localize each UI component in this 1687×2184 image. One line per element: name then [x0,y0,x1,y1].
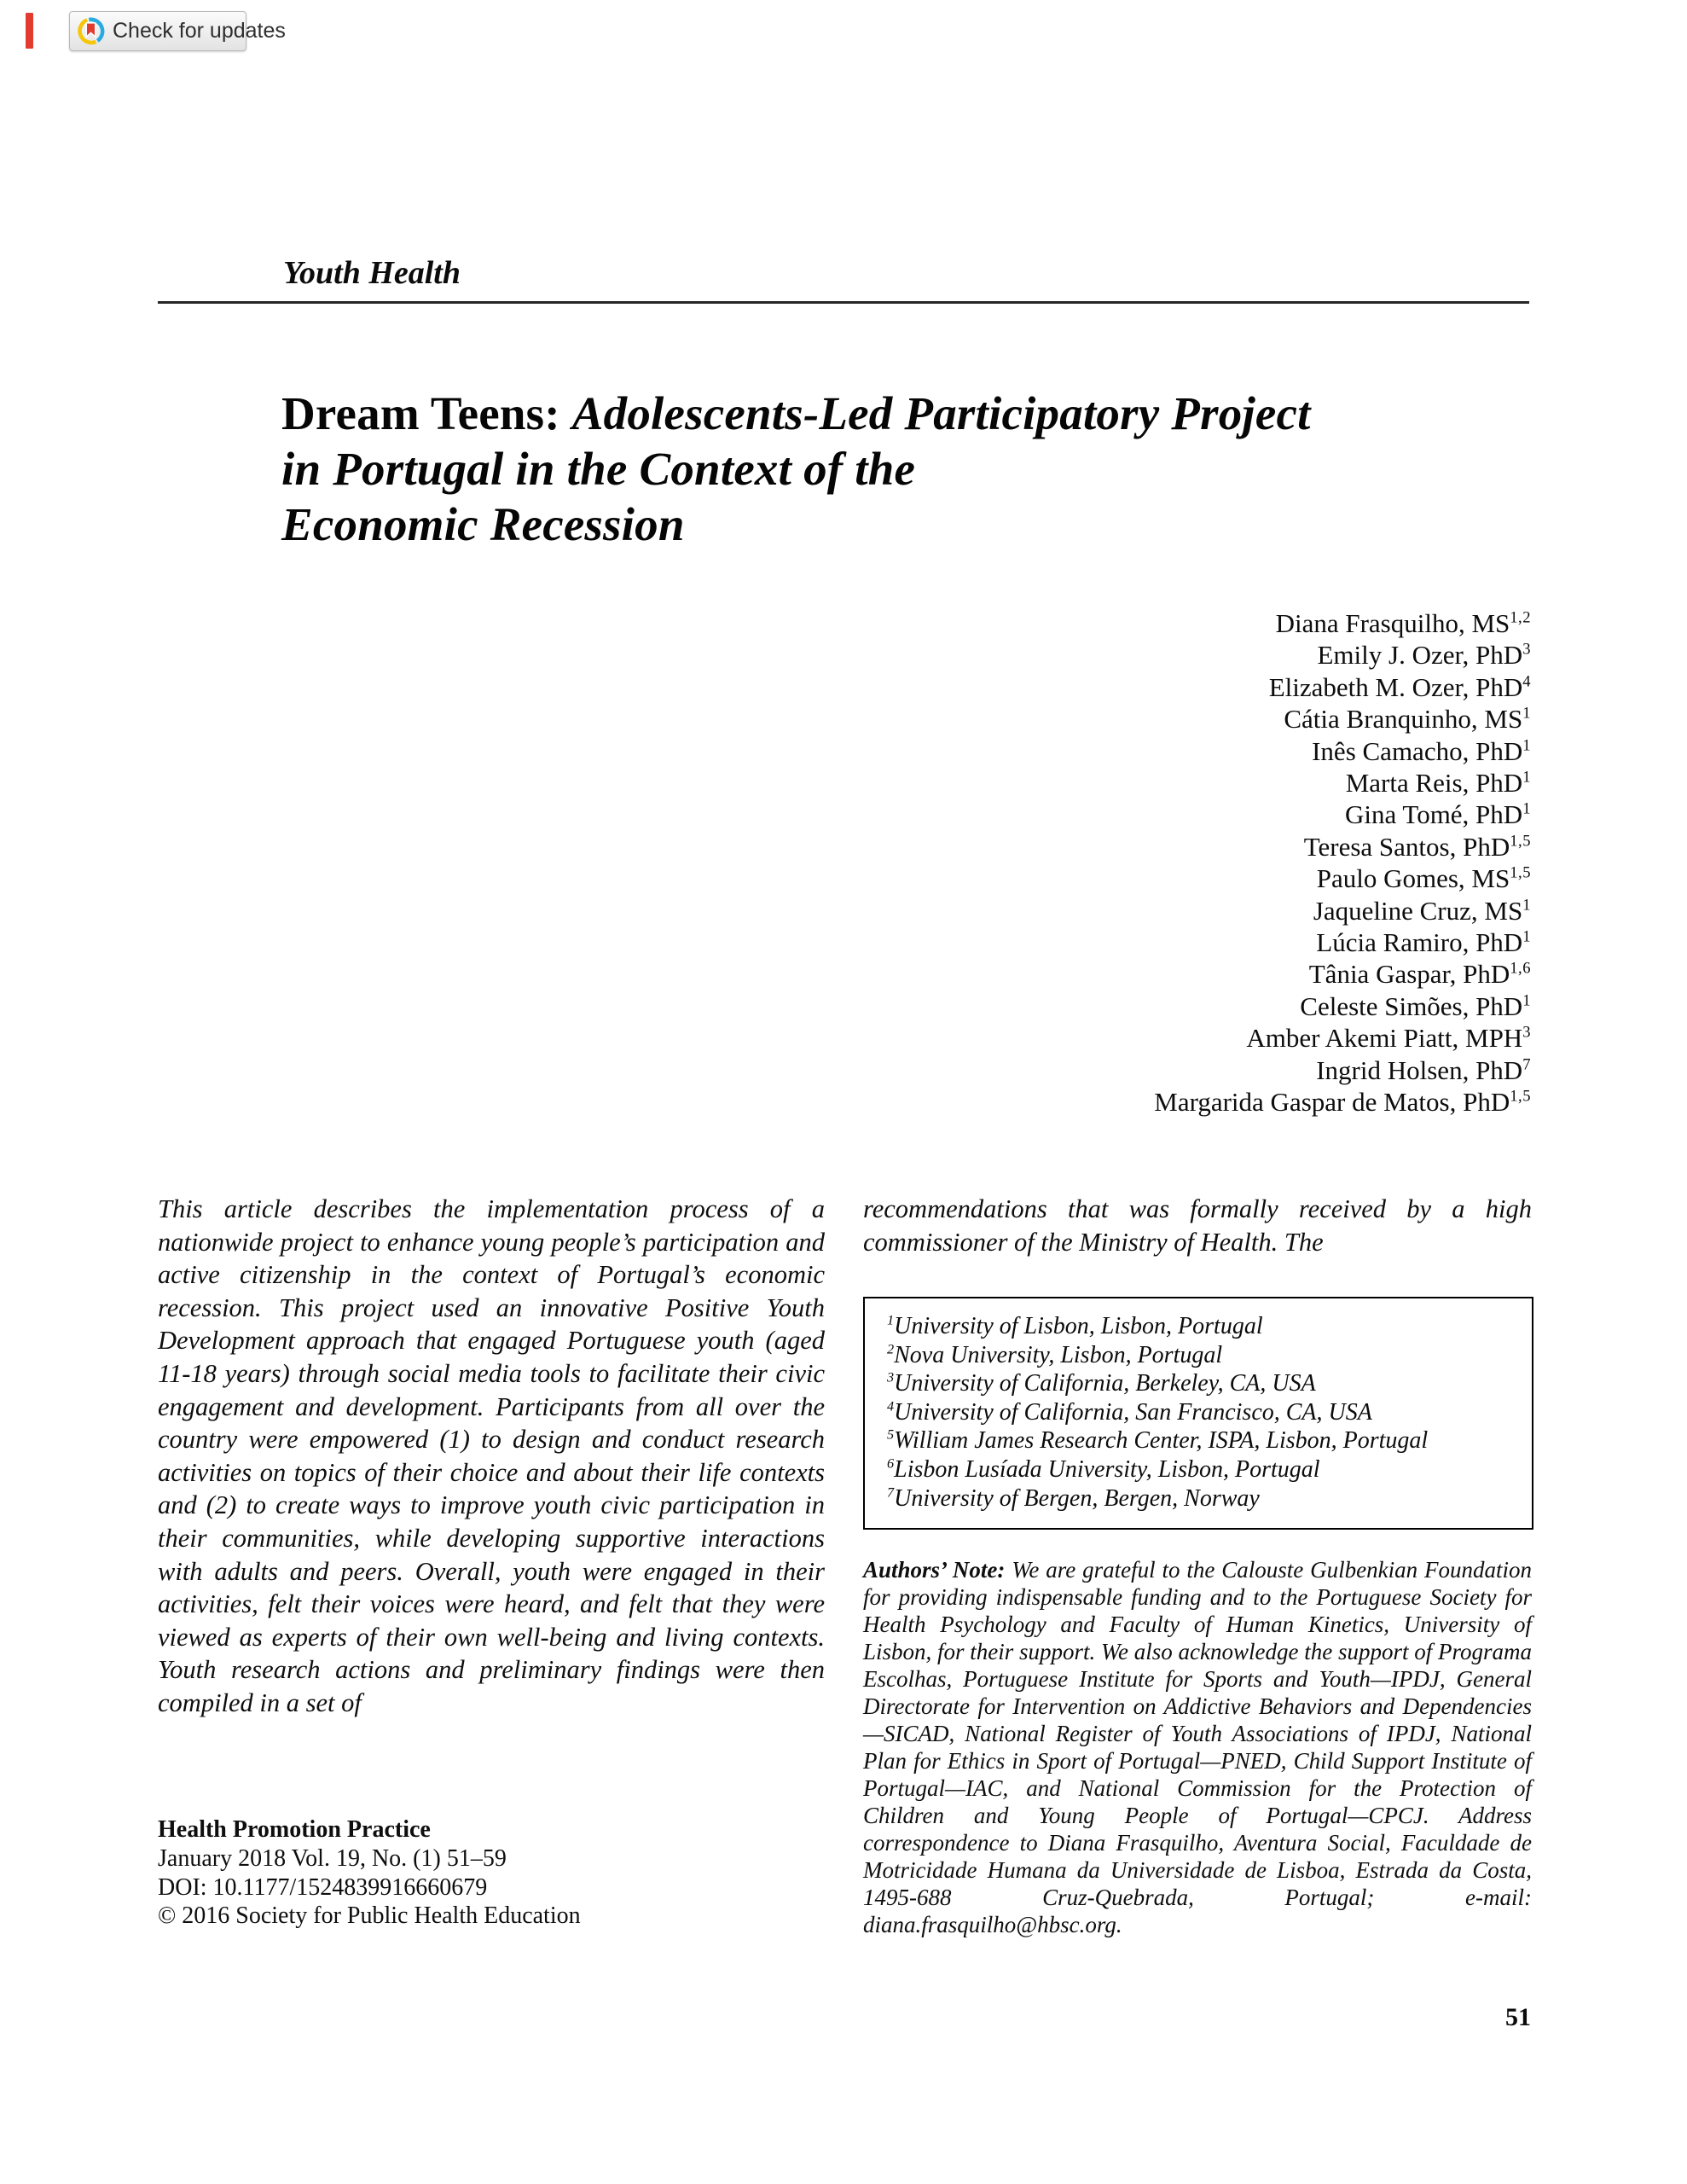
affiliation-row: $^4$University of California, San Francisco, CA, USA [887,1398,1372,1426]
author-affiliation-superscript: 1 [1522,800,1531,819]
section-label: Youth Health [283,255,461,291]
title-line-3: Economic Recession [281,498,685,550]
title-line-2: in Portugal in the Context of the [281,443,916,495]
title-plain-part: Dream Teens: [281,387,572,439]
authors-note-label: Authors’ Note: [863,1557,1012,1583]
author-row: Lúcia Ramiro, PhD$^1$ [1316,927,1531,958]
authors-note [863,1556,1532,1938]
author-row: Inês Camacho, PhD$^1$ [1312,735,1531,766]
author-row: Cátia Branquinho, $MS^1$ [1284,704,1531,735]
author-row: Jaqueline Cruz, $MS^1$ [1313,895,1531,926]
affiliation-row: $^5$William James Research Center, ISPA, Lisbon, Portugal [887,1427,1429,1455]
affiliation-row: $^7$University of Bergen, Bergen, Norway [887,1484,1260,1512]
header-divider [158,301,1529,304]
abstract-text: This article describes the implementation process of a nationwide project to enhance young people’s participation and active citizenship in the context of Portugal’s economic recession. This project used an innovative Positive Youth Development approach that engaged Portuguese youth (aged 11-18 years) through social media tools to facilitate their civic engagement and development. Participants from all over the country were empowered (1) to design and conduct research activities on topics of their choice and about their life contexts and (2) to create ways to improve youth civic participation in their communities, while developing supportive interactions with adults and peers. Overall, youth were engaged in their activities, felt their voices were heard, and felt that they were viewed as experts of their own well-being and living contexts. Youth research actions and preliminary findings were then compiled in a set of [158,1194,825,1717]
author-row: Tânia Gaspar, PhD$^{1,6}$ [1308,959,1531,990]
author-affiliation-superscript: 1,2 [1510,608,1531,627]
affiliation-row: $^2$Nova University, Lisbon, Portugal [887,1341,1223,1368]
author-row: Teresa Santos, PhD$^{1,5}$ [1303,831,1531,862]
author-row: Elizabeth M. Ozer, PhD$^4$ [1268,671,1531,702]
author-affiliation-superscript: 1 [1522,927,1531,946]
journal-info [158,1815,825,1931]
author-row: Emily J. Ozer, PhD$^3$ [1317,640,1531,671]
abstract-continuation-text: recommendations that was formally received by a high commissioner of the Ministry of Health. The [863,1194,1532,1257]
affiliations-box [863,1297,1533,1530]
author-row: Diana Frasquilho, MS$^{1,2}$ [1275,608,1531,638]
authors-note-text: We are grateful to the Calouste Gulbenkian Foundation for providing indispensable funding and to the Portuguese Society for Health Psychology and Faculty of Human Kinetics, University of Lisbon, for their support. We also acknowledge the support of Programa Escolhas, Portuguese Institute for Sports and Youth—IPDJ, General Directorate for Intervention on Addictive Behaviors and Dependencies—SICAD, National Register of Youth Associations of IPDJ, National Plan for Ethics in Sport of Portugal—PNED, Child Support Institute of Portugal—IAC, and National Commission for the Protection of Children and Young People of Portugal—CPCJ. Address correspondence to Diana Frasquilho, Aventura Social, Faculdade de Motricidade Humana da Universidade de Lisboa, Estrada da Costa, 1495-688 Cruz-Quebrada, Portugal; e-mail: diana.frasquilho@hbsc.org. [863,1557,1533,1937]
author-row: Margarida Gaspar de Matos, PhD$^{1,5}$ [1154,1087,1531,1118]
author-affiliation-superscript: 1 [1522,768,1531,787]
title-line-1 [281,386,1544,441]
author-list [768,607,1531,1118]
journal-issue: January 2018 Vol. 19, No. (1) 51–59 [158,1844,507,1872]
author-row: Celeste Simões, PhD$^1$ [1300,990,1531,1021]
page-title [281,386,1544,552]
left-column [158,1193,825,1720]
author-row: Marta Reis, PhD$^1$ [1345,768,1531,799]
author-affiliation-superscript: 3 [1522,1023,1531,1042]
journal-copyright: © 2016 Society for Public Health Education [158,1902,581,1930]
author-row: Gina Tomé, PhD$^1$ [1344,799,1531,830]
author-affiliation-superscript: 1 [1522,736,1531,755]
author-affiliation-superscript: 4 [1522,672,1531,691]
author-affiliation-superscript: 1,5 [1510,863,1531,882]
journal-name: Health Promotion Practice [158,1816,431,1843]
author-affiliation-superscript: 7 [1522,1055,1531,1074]
author-affiliation-superscript: 1,5 [1510,1087,1531,1106]
title-italic-part: Adolescents-Led Participatory Project [571,387,1311,439]
author-affiliation-superscript: 1,6 [1510,960,1531,979]
author-row: Amber Akemi Piatt, MPH$^3$ [1246,1023,1531,1054]
affiliation-row: $^1$University of Lisbon, Lisbon, Portugal [887,1312,1263,1339]
author-affiliation-superscript: 3 [1522,641,1531,659]
author-affiliation-superscript: 1 [1522,896,1531,915]
page-edge-ribbon-decoration [26,13,33,49]
check-for-updates-button[interactable] [69,11,286,51]
author-row: Ingrid Holsen, PhD$^7$ [1316,1054,1531,1085]
author-affiliation-superscript: 1,5 [1510,832,1531,851]
check-for-updates-label: Check for updates [113,19,286,43]
page-number: 51 [1505,2003,1531,2031]
journal-doi: DOI: 10.1177/1524839916660679 [158,1873,488,1901]
affiliation-row: $^6$Lisbon Lusíada University, Lisbon, Portugal [887,1455,1320,1483]
affiliation-row: $^3$University of California, Berkeley, CA, USA [887,1369,1316,1397]
author-affiliation-superscript: 1 [1522,704,1531,723]
author-affiliation-superscript: 1 [1522,991,1531,1010]
author-row: Paulo Gomes, MS$^{1,5}$ [1316,863,1531,894]
crossmark-icon [77,17,105,45]
